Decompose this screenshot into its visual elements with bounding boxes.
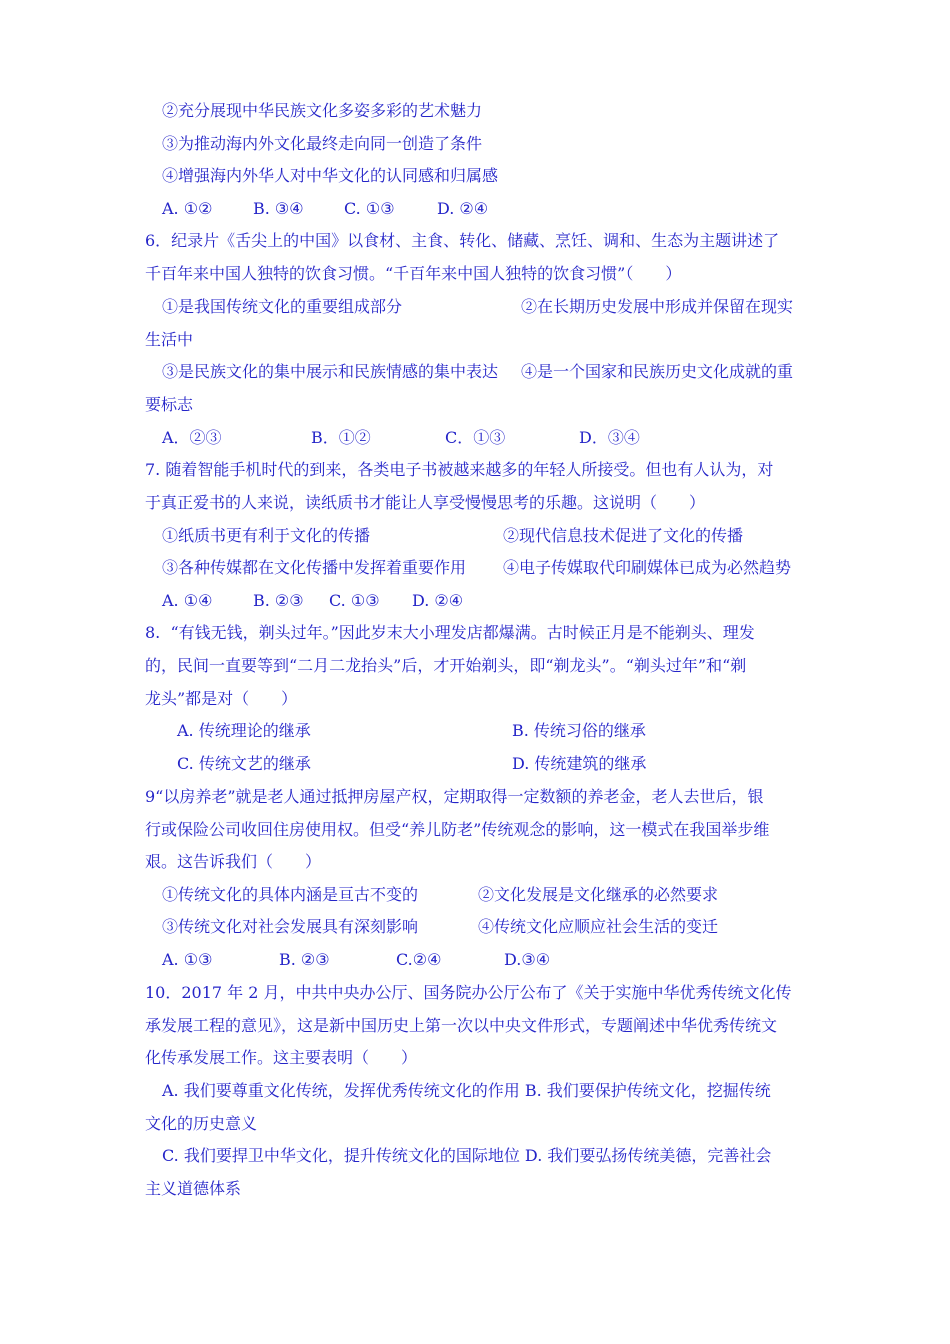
q6-option-4-cont: 要标志 bbox=[145, 395, 194, 414]
q9-choice-d: D.③④ bbox=[504, 950, 551, 969]
q5-option-4: ④增强海内外华人对中华文化的认同感和归属感 bbox=[162, 166, 499, 185]
q9-stem-line-3: 艰。这告诉我们（ ） bbox=[145, 852, 322, 871]
q5-choice-c: C. ①③ bbox=[344, 199, 395, 218]
q9-choice-a: A. ①③ bbox=[162, 950, 213, 969]
q8-stem-line-2: 的，民间一直要等到“二月二龙抬头”后，才开始剃头，即“剃龙头”。“剃头过年”和“剃 bbox=[145, 656, 747, 675]
q9-stem-line-1: 9“以房养老”就是老人通过抵押房屋产权，定期取得一定数额的养老金，老人去世后，银 bbox=[145, 787, 764, 806]
q8-choice-d: D. 传统建筑的继承 bbox=[512, 754, 647, 773]
q7-option-3: ③各种传媒都在文化传播中发挥着重要作用 bbox=[162, 558, 467, 577]
q8-choice-b: B. 传统习俗的继承 bbox=[512, 721, 646, 740]
q10-stem-line-3: 化传承发展工作。这主要表明（ ） bbox=[145, 1048, 418, 1067]
q10-choice-cd-line-1: C. 我们要捍卫中华文化，提升传统文化的国际地位 D. 我们要弘扬传统美德，完善社会 bbox=[162, 1146, 772, 1165]
q10-stem-line-1: 10．2017 年 2 月，中共中央办公厅、国务院办公厅公布了《关于实施中华优秀传统文化传 bbox=[145, 983, 792, 1002]
q7-stem-line-2: 于真正爱书的人来说，读纸质书才能让人享受慢慢思考的乐趣。这说明（ ） bbox=[145, 493, 706, 512]
q5-choice-b: B. ③④ bbox=[253, 199, 304, 218]
q5-choice-d: D. ②④ bbox=[437, 199, 489, 218]
q6-choice-a: A．②③ bbox=[162, 428, 222, 447]
q8-stem-line-1: 8. “有钱无钱，剃头过年。”因此岁末大小理发店都爆满。古时候正月是不能剃头、理发 bbox=[145, 623, 755, 642]
q6-option-3: ③是民族文化的集中展示和民族情感的集中表达 bbox=[162, 362, 499, 381]
q6-option-1: ①是我国传统文化的重要组成部分 bbox=[162, 297, 403, 316]
q9-option-3: ③传统文化对社会发展具有深刻影响 bbox=[162, 917, 419, 936]
q9-choice-b: B. ②③ bbox=[279, 950, 330, 969]
q5-option-2: ②充分展现中华民族文化多姿多彩的艺术魅力 bbox=[162, 101, 483, 120]
q7-option-2: ②现代信息技术促进了文化的传播 bbox=[503, 526, 744, 545]
q7-choice-a: A. ①④ bbox=[162, 591, 213, 610]
q7-option-4: ④电子传媒取代印刷媒体已成为必然趋势 bbox=[503, 558, 792, 577]
q9-option-4: ④传统文化应顺应社会生活的变迁 bbox=[478, 917, 719, 936]
q9-choice-c: C.②④ bbox=[396, 950, 442, 969]
q6-choice-c: C．①③ bbox=[445, 428, 506, 447]
q7-choice-c: C. ①③ bbox=[329, 591, 380, 610]
q9-stem-line-2: 行或保险公司收回住房使用权。但受“养儿防老”传统观念的影响，这一模式在我国举步维 bbox=[145, 820, 770, 839]
q5-option-3: ③为推动海内外文化最终走向同一创造了条件 bbox=[162, 134, 483, 153]
q7-option-1: ①纸质书更有利于文化的传播 bbox=[162, 526, 371, 545]
q8-choice-a: A. 传统理论的继承 bbox=[177, 721, 311, 740]
q6-stem-line-1: 6．纪录片《舌尖上的中国》以食材、主食、转化、储藏、烹饪、调和、生态为主题讲述了 bbox=[145, 231, 780, 250]
q9-option-2: ②文化发展是文化继承的必然要求 bbox=[478, 885, 719, 904]
q10-choice-cd-line-2: 主义道德体系 bbox=[145, 1179, 242, 1198]
q7-choice-b: B. ②③ bbox=[253, 591, 304, 610]
q6-option-2-cont: 生活中 bbox=[145, 330, 194, 349]
q10-choice-ab-line-1: A. 我们要尊重文化传统，发挥优秀传统文化的作用 B. 我们要保护传统文化，挖掘传统 bbox=[162, 1081, 771, 1100]
q6-stem-line-2: 千百年来中国人独特的饮食习惯。“千百年来中国人独特的饮食习惯”（ ） bbox=[145, 264, 682, 283]
q9-option-1: ①传统文化的具体内涵是亘古不变的 bbox=[162, 885, 419, 904]
q6-choice-d: D．③④ bbox=[579, 428, 640, 447]
q6-choice-b: B．①② bbox=[311, 428, 371, 447]
q6-option-2: ②在长期历史发展中形成并保留在现实 bbox=[521, 297, 794, 316]
q6-option-4: ④是一个国家和民族历史文化成就的重 bbox=[521, 362, 794, 381]
q7-stem-line-1: 7. 随着智能手机时代的到来，各类电子书被越来越多的年轻人所接受。但也有人认为，对 bbox=[145, 460, 774, 479]
q10-choice-ab-line-2: 文化的历史意义 bbox=[145, 1114, 258, 1133]
q5-choice-a: A. ①② bbox=[162, 199, 213, 218]
q8-stem-line-3: 龙头”都是对（ ） bbox=[145, 689, 298, 708]
q8-choice-c: C. 传统文艺的继承 bbox=[177, 754, 311, 773]
q7-choice-d: D. ②④ bbox=[412, 591, 464, 610]
q10-stem-line-2: 承发展工程的意见》，这是新中国历史上第一次以中央文件形式，专题阐述中华优秀传统文 bbox=[145, 1016, 778, 1035]
